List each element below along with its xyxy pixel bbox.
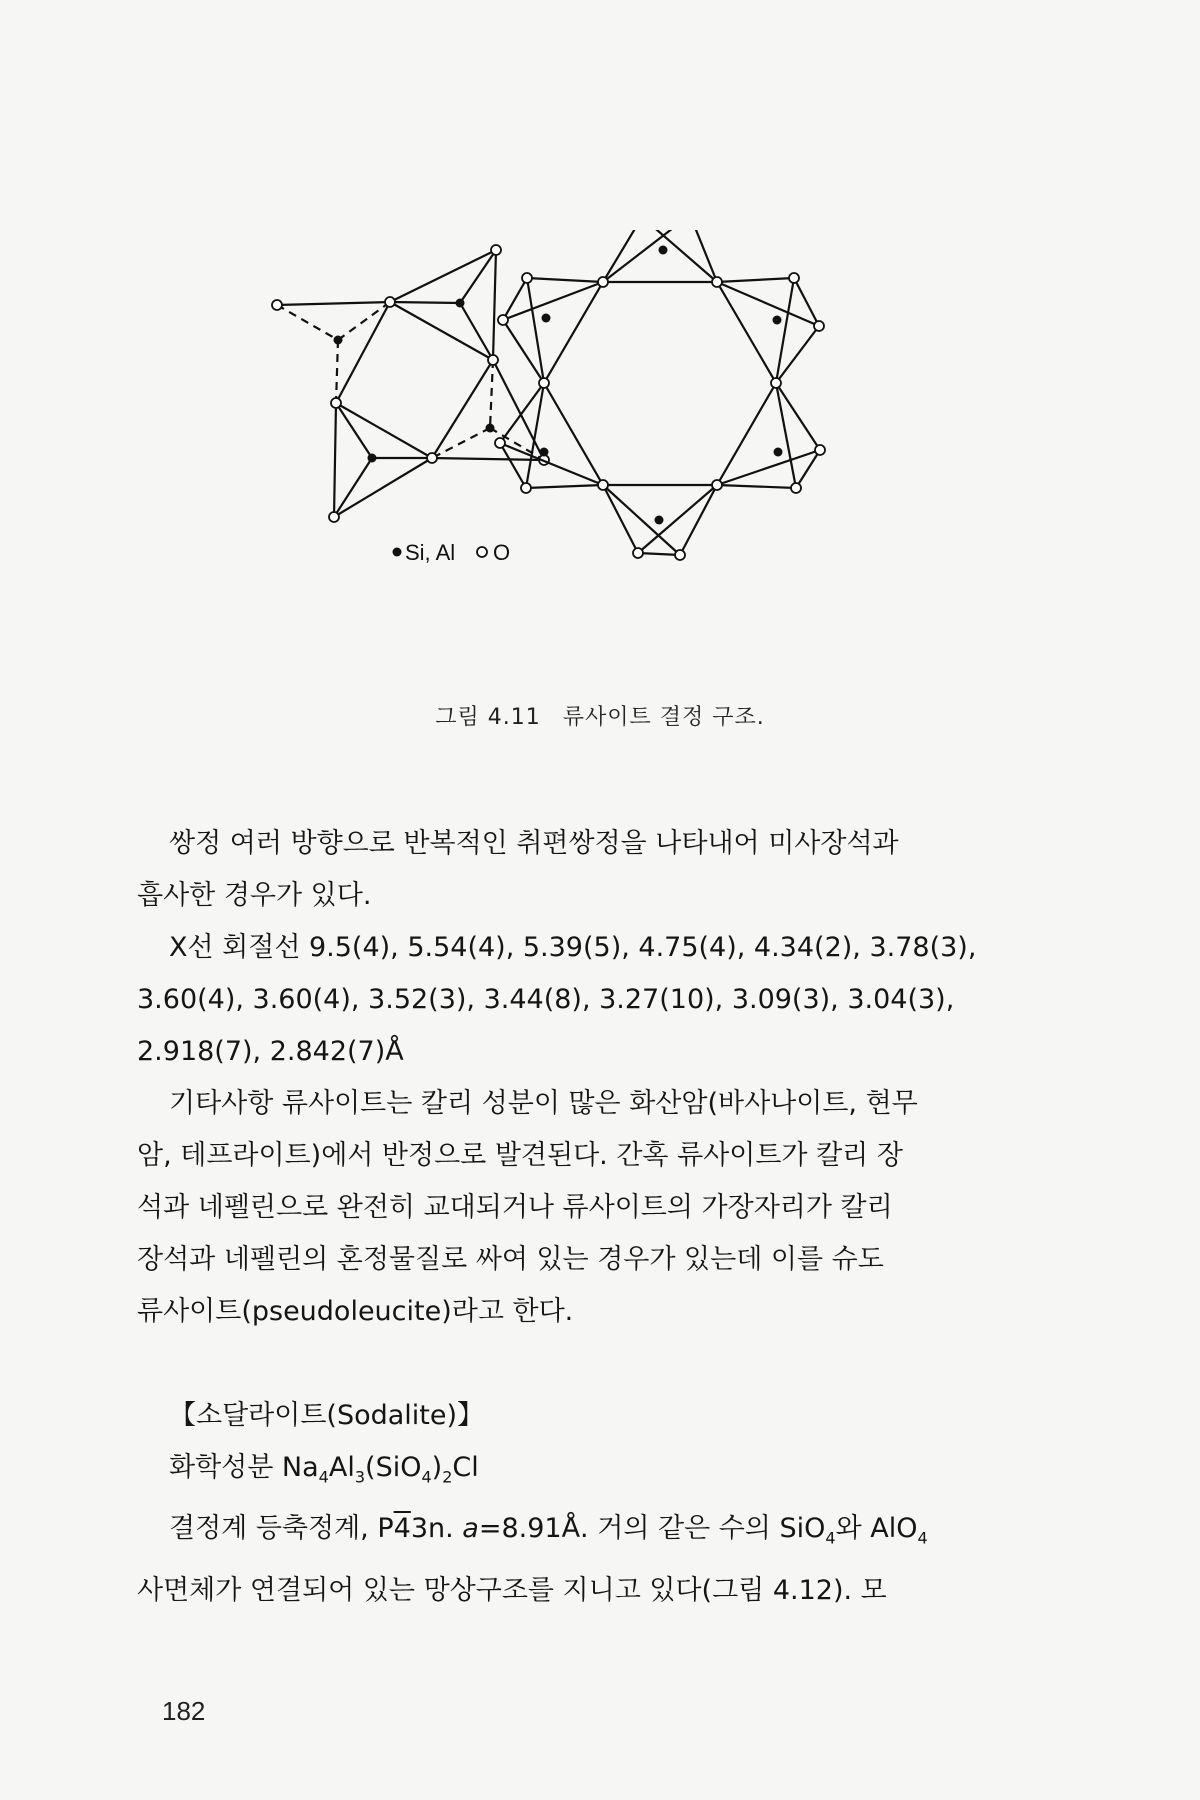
left-framework [277,250,544,517]
right-framework [500,230,820,555]
figure-legend [393,540,511,565]
twinning-line-2: 흡사한 경우가 있다. [137,880,372,911]
space-group-p: P [377,1513,394,1545]
chem-al: Al [328,1452,355,1483]
space-group-rest: 3n. [410,1513,454,1545]
alo4-sub: 4 [917,1528,928,1548]
legend-si-al-label: Si, Al [405,540,456,565]
sio4-sub: 4 [825,1528,836,1548]
remarks-line-2: 암, 테프라이트)에서 반정으로 발견된다. 간혹 류사이트가 칼리 장 [137,1140,903,1171]
section-gap [137,1338,1017,1390]
caption-number: 그림 4.11 [435,705,541,730]
leucite-structure-figure [160,230,960,670]
crystal-system-line-1 [137,1503,1017,1564]
chem-close-sub: 2 [442,1467,453,1487]
crystal-text-1: 거의 같은 수의 [597,1513,771,1545]
remarks-line-1: 기타사항 류사이트는 칼리 성분이 많은 화산암(바사나이트, 현무 [169,1088,918,1119]
lattice-value: =8.91Å. [478,1513,589,1545]
left-oxygen-circles [272,245,549,522]
remarks-line-5: 류사이트(pseudoleucite)라고 한다. [137,1296,574,1327]
structure-diagram [160,230,960,670]
chem-label: 화학성분 [169,1452,274,1483]
crystal-label: 결정계 등축정계, [169,1513,369,1545]
chem-cl: Cl [452,1452,479,1483]
space-group-bar: 4 [393,1513,411,1545]
xray-line-3: 2.918(7), 2.842(7)Å [137,1036,404,1067]
lattice-a: a [462,1513,479,1545]
alo4: AlO [870,1513,918,1545]
chem-na: Na [281,1452,319,1483]
chem-close: ) [431,1452,443,1483]
chem-al-sub: 3 [354,1467,366,1487]
legend-si-al-dot [393,548,402,557]
figure-caption [0,700,1200,731]
xray-line-1: X선 회절선 9.5(4), 5.54(4), 5.39(5), 4.75(4), 4.34(2), 3.78(3), [169,932,977,963]
caption-title: 류사이트 결정 구조. [562,705,765,730]
legend-oxygen-label: O [493,540,511,565]
right-si-al-dots [540,246,783,525]
page-number: 182 [162,1696,206,1726]
body-text [137,818,1017,1617]
remarks-line-4: 장석과 네펠린의 혼정물질로 싸여 있는 경우가 있는데 이를 슈도 [137,1244,884,1275]
twinning-line-1: 쌍정 여러 방향으로 반복적인 취편쌍정을 나타내어 미사장석과 [169,828,899,859]
chemical-composition [137,1442,1017,1503]
chem-sio: (SiO [365,1452,422,1483]
chem-sio-sub: 4 [421,1467,432,1487]
sio4: SiO [779,1513,826,1545]
section-heading: 【소달라이트(Sodalite)】 [169,1400,485,1431]
xray-line-2: 3.60(4), 3.60(4), 3.52(3), 3.44(8), 3.27(10), 3.09(3), 3.04(3), [137,984,955,1015]
legend-oxygen-circle [477,547,487,557]
crystal-text-2: 와 [835,1513,862,1545]
crystal-system-line-2: 사면체가 연결되어 있는 망상구조를 지니고 있다(그림 4.12). 모 [137,1574,887,1606]
remarks-line-3: 석과 네펠린으로 완전히 교대되거나 류사이트의 가장자리가 칼리 [137,1192,893,1223]
chem-na-sub: 4 [318,1467,329,1487]
